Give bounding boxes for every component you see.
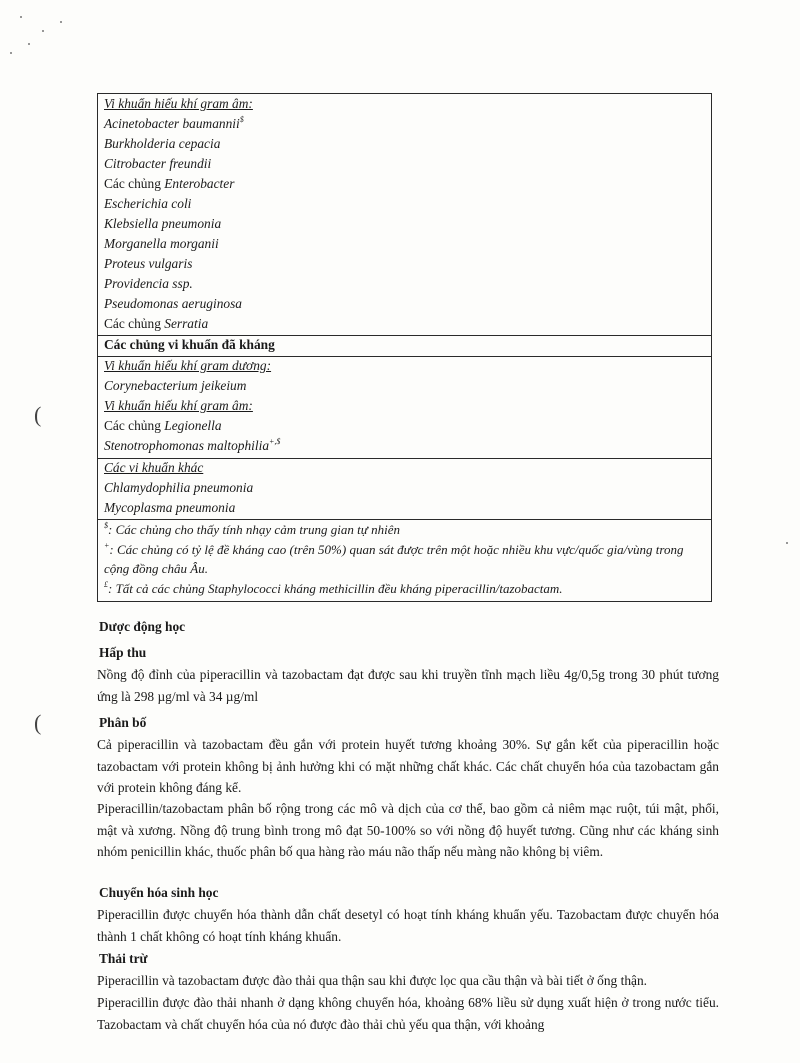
distribution-heading: Phân bố [99, 715, 147, 730]
table-row: Các chủng Serratia [104, 316, 209, 331]
other-bacteria-heading: Các vi khuẩn khác [104, 460, 204, 475]
distribution-text: Piperacillin/tazobactam phân bố rộng trong các mô và dịch của cơ thể, bao gồm cả niêm mạc ruột, túi mật, phổi, mật và xương. Nồng độ trung bình trong mô đạt 50-100% so với nồng độ huyết tương. Cũng như các kháng sinh nhóm penicillin khác, thuốc phân bố qua hàng rào máu não thấp nếu màng não không bị viêm. [97, 801, 719, 859]
footnote: $: Các chủng cho thấy tính nhạy cảm trung gian tự nhiên [104, 521, 400, 537]
table-row: Escherichia coli [104, 196, 192, 211]
susceptibility-table [97, 93, 712, 602]
table-row: Stenotrophomonas maltophilia+,$ [104, 437, 281, 453]
scan-speck [60, 21, 62, 23]
table-row: Providencia ssp. [104, 276, 193, 291]
scan-speck [20, 16, 22, 18]
table-row: Mycoplasma pneumonia [104, 500, 236, 515]
scan-speck [28, 43, 30, 45]
table-row: Chlamydophilia pneumonia [104, 480, 254, 495]
gram-negative-heading: Vi khuẩn hiếu khí gram âm: [104, 96, 253, 111]
elimination-text: Piperacillin và tazobactam được đào thải qua thận sau khi được lọc qua cầu thận và bài tiết ở ống thận. [97, 973, 648, 988]
table-row: Corynebacterium jeikeium [104, 378, 247, 393]
table-row: Các chủng Legionella [104, 418, 222, 433]
absorption-text: Nồng độ đỉnh của piperacillin và tazobactam đạt được sau khi truyền tĩnh mạch liều 4g/0,5g trong 30 phút tương ứng là 298 µg/ml và 34 µg/ml [97, 667, 719, 704]
table-row: Citrobacter freundii [104, 156, 212, 171]
margin-mark: ( [34, 402, 42, 427]
elimination-heading: Thải trừ [99, 951, 148, 966]
table-row: Klebsiella pneumonia [104, 216, 222, 231]
elimination-text: Piperacillin được đào thải nhanh ở dạng không chuyển hóa, khoảng 68% liều sử dụng xuất hiện ở trong nước tiểu. Tazobactam và chất chuyển hóa của nó được đào thải chủ yếu qua thận, với khoảng [97, 995, 719, 1032]
absorption-heading: Hấp thu [99, 645, 147, 660]
table-row: Pseudomonas aeruginosa [104, 296, 242, 311]
distribution-text: Cả piperacillin và tazobactam đều gắn với protein huyết tương khoảng 30%. Sự gắn kết của piperacillin hoặc tazobactam với protein không bị ảnh hưởng khi có mặt những chất khác. Các chất chuyển hóa của tazobactam gắn với protein không đáng kể. [97, 737, 719, 795]
scan-speck [786, 542, 788, 544]
table-row: Burkholderia cepacia [104, 136, 221, 151]
table-row: Proteus vulgaris [104, 256, 193, 271]
section-title: Dược động học [99, 619, 186, 634]
table-row: Morganella morganii [104, 236, 219, 251]
resistant-gram-negative-heading: Vi khuẩn hiếu khí gram âm: [104, 398, 253, 413]
margin-mark: ( [34, 710, 42, 735]
resistant-heading: Các chủng vi khuẩn đã kháng [104, 337, 275, 352]
scan-speck [10, 52, 12, 54]
metabolism-heading: Chuyển hóa sinh học [99, 885, 219, 900]
footnote: £: Tất cả các chủng Staphylococci kháng methicillin đều kháng piperacillin/tazobactam. [104, 580, 563, 596]
table-row: Acinetobacter baumannii$ [104, 115, 244, 131]
metabolism-text: Piperacillin được chuyển hóa thành dẫn chất desetyl có hoạt tính kháng khuẩn yếu. Tazobactam được chuyển hóa thành 1 chất không có hoạt tính kháng khuẩn. [97, 907, 719, 944]
footnote: +: Các chủng có tỷ lệ đề kháng cao (trên 50%) quan sát được trên một hoặc nhiều khu vực/quốc gia/vùng trong cộng đồng châu Âu. [104, 541, 684, 576]
table-row: Các chủng Enterobacter [104, 176, 235, 191]
scan-speck [42, 30, 44, 32]
resistant-gram-positive-heading: Vi khuẩn hiếu khí gram dương: [104, 358, 272, 373]
